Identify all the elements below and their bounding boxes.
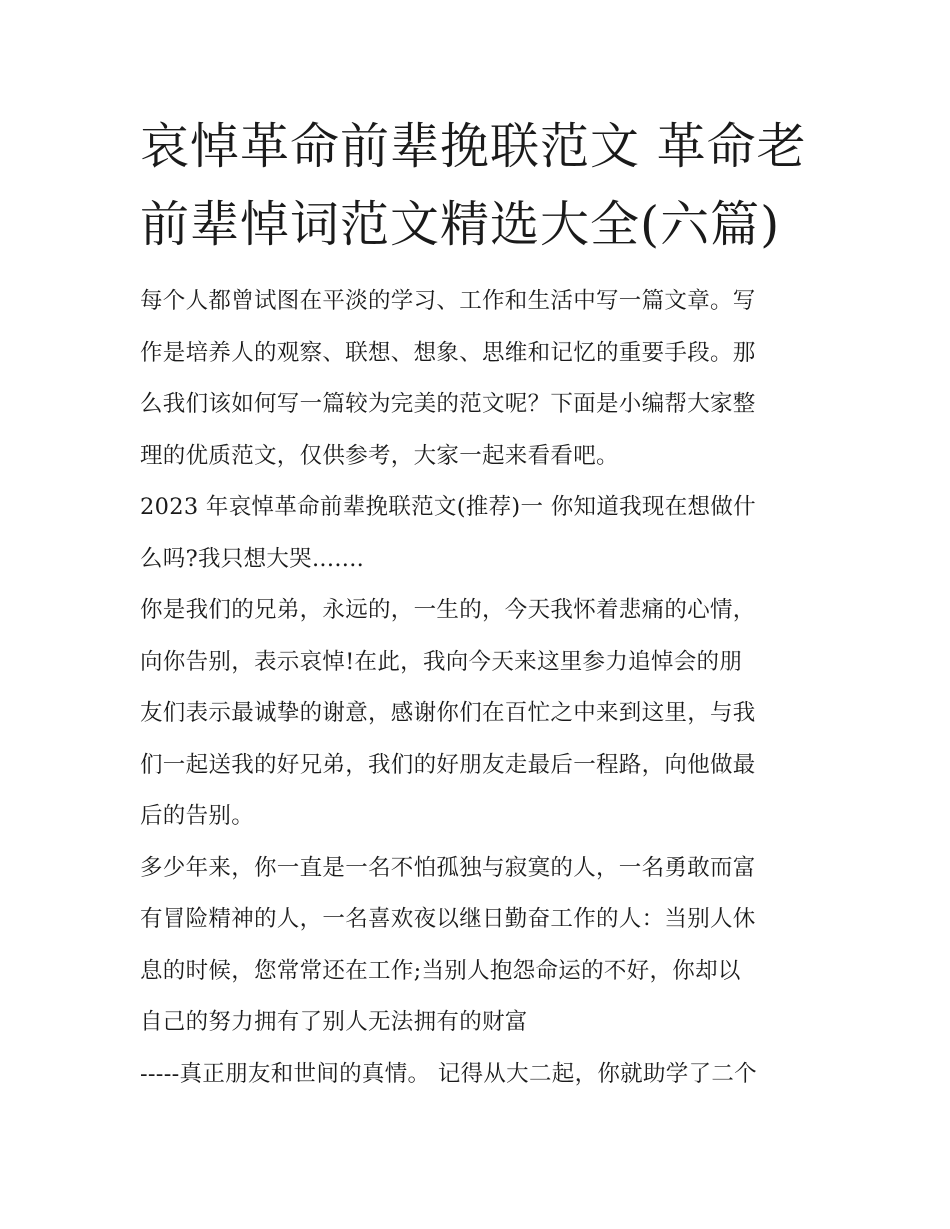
body-line: -----真正朋友和世间的真情。 记得从大二起，你就助学了二个 [140,1060,757,1087]
body-line: 2023 年哀悼革命前辈挽联范文(推荐)一 你知道我现在想做什 [140,494,756,520]
body-line: 友们表示最诚挚的谢意，感谢你们在百忙之中来到这里，与我 [140,700,756,726]
body-line: 自己的努力拥有了别人无法拥有的财富 [140,1009,528,1035]
title-line-2: 前辈悼词范文精选大全(六篇) [140,196,781,253]
body-line: 多少年来，你一直是一名不怕孤独与寂寞的人，一名勇敢而富 [140,854,756,881]
body-line: 你是我们的兄弟，永远的，一生的，今天我怀着悲痛的心情， [140,597,756,623]
body-line: 理的优质范文，仅供参考，大家一起来看看吧。 [140,442,619,469]
body-line: 后的告别。 [140,803,255,829]
body-line: 有冒险精神的人，一名喜欢夜以继日勤奋工作的人：当别人休 [140,906,756,932]
body-line: 向你告别，表示哀悼!在此，我向今天来这里参力追悼会的朋 [140,648,743,675]
document-body [140,276,820,1100]
body-line: 息的时候，您常常还在工作;当别人抱怨命运的不好，你却以 [140,957,741,984]
title-line-1: 哀悼革命前辈挽联范文 革命老 [140,118,807,175]
body-line: 么吗?我只想大哭....... [140,545,365,572]
body-line: 作是培养人的观察、联想、想象、思维和记忆的重要手段。那 [140,339,756,366]
body-line: 每个人都曾试图在平淡的学习、工作和生活中写一篇文章。写 [140,288,756,314]
document-title [140,108,820,264]
body-line: 么我们该如何写一篇较为完美的范文呢？下面是小编帮大家整 [140,391,756,417]
body-line: 们一起送我的好兄弟，我们的好朋友走最后一程路，向他做最 [140,751,756,778]
